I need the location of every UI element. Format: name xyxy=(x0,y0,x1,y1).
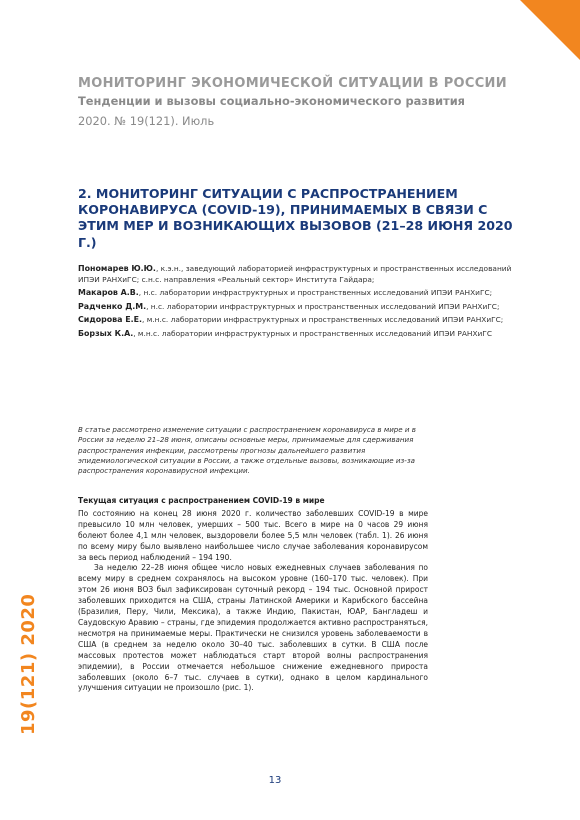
author-entry xyxy=(78,302,518,313)
article-body xyxy=(78,496,428,694)
author-role: , н.с. лаборатории инфраструктурных и пространственных исследований ИПЭИ РАНХиГС; xyxy=(146,301,500,311)
author-entry xyxy=(78,264,518,285)
author-list xyxy=(78,264,518,342)
body-subheading: Текущая ситуация с распространением COVID-19 в мире xyxy=(78,496,325,505)
page-number: 13 xyxy=(268,775,282,786)
author-name: Пономарев Ю.Ю. xyxy=(78,264,156,273)
author-role: , н.с. лаборатории инфраструктурных и пространственных исследований ИПЭИ РАНХиГС; xyxy=(138,288,493,297)
author-entry xyxy=(78,288,518,299)
author-entry xyxy=(78,315,518,326)
journal-title: МОНИТОРИНГ ЭКОНОМИЧЕСКОЙ СИТУАЦИИ В РОССИИ xyxy=(78,76,507,91)
corner-decoration xyxy=(452,0,580,60)
section-title: 2. МОНИТОРИНГ СИТУАЦИИ С РАСПРОСТРАНЕНИЕМ КОРОНАВИРУСА (COVID-19), ПРИНИМАЕМЫХ В СВЯЗИ С ЭТИМ МЕР И ВОЗНИКАЮЩИХ ВЫЗОВОВ (21–28 ИЮНЯ 2020 Г.) xyxy=(78,186,513,250)
body-paragraph: За неделю 22–28 июня общее число новых ежедневных случаев заболевания по всему миру в среднем сохранялось на высоком уровне (160–170 тыс. человек). При этом 26 июня ВОЗ был зафиксирован суточный рекорд – 194 тыс. Основной прирост заболевших приходится на США, страны Латинской Америки и Карибского бассейна (Бразилия, Перу, Чили, Мексика), а также Индию, Пакистан, ЮАР, Бангладеш и Саудовскую Аравию – страны, где эпидемия продолжается активно распространяться, несмотря на принимаемые меры. Практически не снизился уровень заболеваемости в США (в среднем за неделю около 30–40 тыс. заболевших в сутки. В США после массовых протестов может наблюдаться старт второй волны распространения эпидемии), в России отмечается небольшое снижение ежедневного прироста заболевших (около 6–7 тыс. случаев в сутки), однако в целом кардинального улучшения ситуации не произошло (рис. 1). xyxy=(78,563,428,693)
author-name: Макаров А.В. xyxy=(78,288,139,297)
author-name: Борзых К.А. xyxy=(78,328,134,338)
issue-side-label: 19(121) 2020 xyxy=(18,593,39,735)
author-role: , м.н.с. лаборатории инфраструктурных и пространственных исследований ИПЭИ РАНХиГС xyxy=(133,328,492,338)
author-name: Сидорова Е.Е. xyxy=(78,315,143,324)
author-entry xyxy=(78,329,518,340)
journal-subtitle: Тенденции и вызовы социально-экономического развития xyxy=(78,94,465,108)
abstract: В статье рассмотрено изменение ситуации с распространением коронавируса в мире и в России за неделю 21–28 июня, описаны основные меры, принимаемые для сдерживания распространения инфекции, рассмотрены прогнозы дальнейшего развития эпидемиологической ситуации в России, а также отдельные вызовы, возникающие из-за распространения коронавирусной инфекции. xyxy=(78,425,416,476)
author-name: Радченко Д.М. xyxy=(78,301,147,311)
author-role: , к.э.н., заведующий лабораторией инфраструктурных и пространственных исследований ИПЭИ РАНХиГС; с.н.с. направления «Реальный сектор» Института Гайдара; xyxy=(78,264,512,284)
issue-info: 2020. № 19(121). Июль xyxy=(78,114,215,128)
journal-header xyxy=(78,76,528,128)
author-role: , м.н.с. лаборатории инфраструктурных и пространственных исследований ИПЭИ РАНХиГС; xyxy=(142,315,504,324)
body-paragraph: По состоянию на конец 28 июня 2020 г. количество заболевших COVID-19 в мире превысило 10 млн человек, умерших – 500 тыс. Всего в мире на 0 часов 29 июня болеют более 4,1 млн человек, выздоровели более 5,5 млн человек (табл. 1). 26 июня по всему миру было выявлено наибольшее число случае заболевания коронавирусом за весь период наблюдений – 194 190. xyxy=(78,508,428,562)
